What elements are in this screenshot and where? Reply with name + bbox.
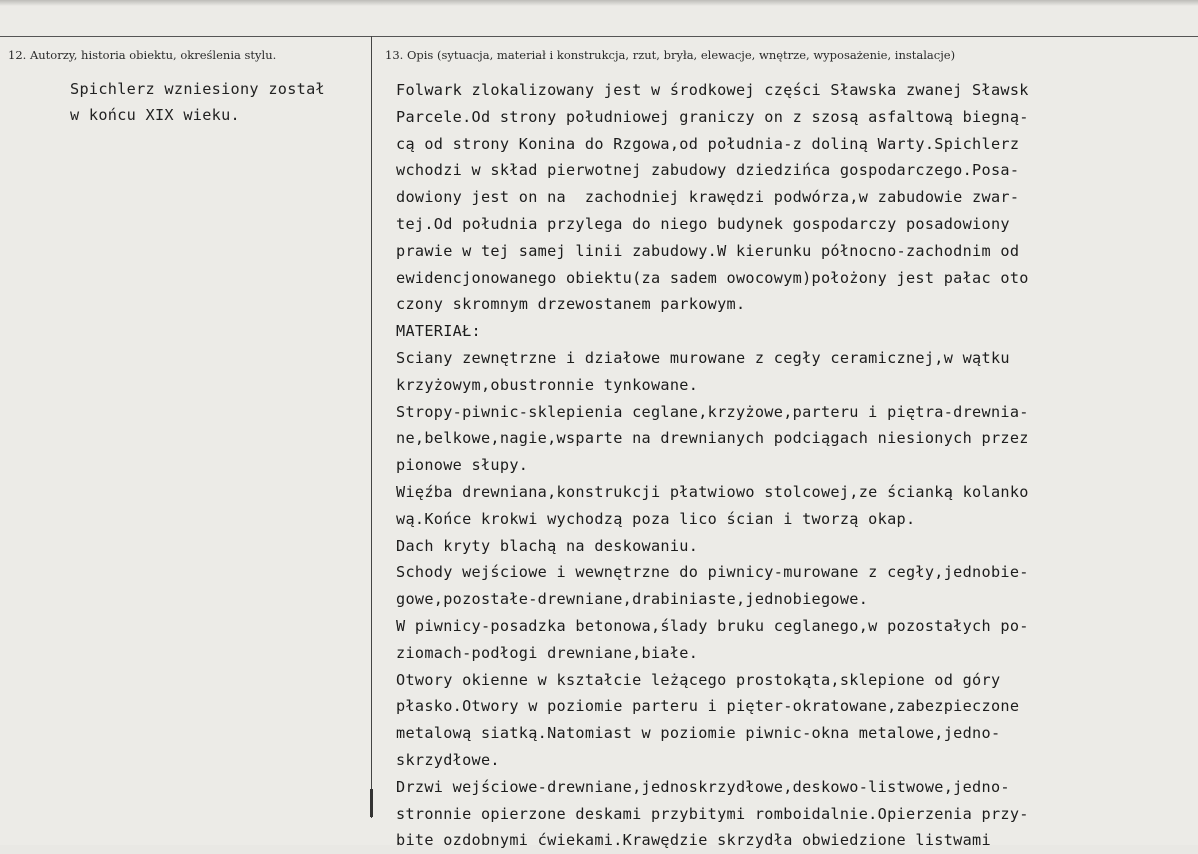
text-line: Stropy-piwnic-sklepienia ceglane,krzyżowe,parteru i piętra-drewnia-: [396, 402, 1029, 421]
text-line: gowe,pozostałe-drewniane,drabiniaste,jednobiegowe.: [396, 590, 869, 609]
text-line: prawie w tej samej linii zabudowy.W kierunku północno-zachodnim od: [396, 241, 1020, 260]
text-line: Sciany zewnętrzne i działowe murowane z cegły ceramicznej,w wątku: [396, 348, 1010, 367]
text-line: Spichlerz wzniesiony został: [70, 80, 325, 98]
text-line: stronnie opierzone deskami przybitymi romboidalnie.Opierzenia przy-: [396, 804, 1029, 823]
text-line: cą od strony Konina do Rzgowa,od południa-z doliną Warty.Spichlerz: [396, 134, 1020, 153]
text-line: płasko.Otwory w poziomie parteru i pięter-okratowane,zabezpieczone: [396, 697, 1020, 716]
text-line: ewidencjonowanego obiektu(za sadem owocowym)położony jest pałac oto: [396, 268, 1029, 287]
text-line: tej.Od południa przylega do niego budynek gospodarczy posadowiony: [396, 214, 1010, 233]
text-line: wą.Końce krokwi wychodzą poza lico ścian i tworzą okap.: [396, 509, 916, 528]
section-13-body: [396, 77, 1191, 854]
text-line: Drzwi wejściowe-drewniane,jednoskrzydłowe,deskowo-listwowe,jedno-: [396, 777, 1010, 796]
text-line: dowiony jest on na zachodniej krawędzi podwórza,w zabudowie zwar-: [396, 188, 1020, 207]
text-line: metalową siatką.Natomiast w poziomie piwnic-okna metalowe,jedno-: [396, 724, 1001, 743]
text-line: wchodzi w skład pierwotnej zabudowy dziedzińca gospodarczego.Posa-: [396, 161, 1020, 180]
text-line: W piwnicy-posadzka betonowa,ślady bruku ceglanego,w pozostałych po-: [396, 616, 1029, 635]
column-divider-mark: [370, 789, 373, 817]
text-line: Schody wejściowe i wewnętrzne do piwnicy-murowane z cegły,jednobie-: [396, 563, 1029, 582]
text-line: Folwark zlokalizowany jest w środkowej części Sławska zwanej Sławsk: [396, 81, 1029, 99]
text-line: ne,belkowe,nagie,wsparte na drewnianych podciągach niesionych przez: [396, 429, 1029, 448]
text-line: MATERIAŁ:: [396, 322, 481, 341]
text-line: Parcele.Od strony południowej graniczy on z szosą asfaltową biegną-: [396, 107, 1029, 126]
section-13-heading: 13. Opis (sytuacja, materiał i konstrukcja, rzut, bryła, elewacje, wnętrze, wyposażenie, instalacje): [385, 48, 956, 62]
section-12-body: [70, 76, 360, 128]
scan-edge: [0, 0, 1198, 6]
column-divider: [371, 36, 372, 818]
text-line: bite ozdobnymi ćwiekami.Krawędzie skrzydła obwiedzione listwami: [396, 831, 991, 850]
text-line: skrzydłowe.: [396, 750, 500, 769]
text-line: Dach kryty blachą na deskowaniu.: [396, 536, 699, 555]
section-12-heading: 12. Autorzy, historia obiektu, określenia stylu.: [8, 48, 277, 62]
header-rule: [0, 36, 1198, 37]
text-line: czony skromnym drzewostanem parkowym.: [396, 295, 746, 314]
text-line: Otwory okienne w kształcie leżącego prostokąta,sklepione od góry: [396, 670, 1001, 689]
text-line: krzyżowym,obustronnie tynkowane.: [396, 375, 699, 394]
text-line: pionowe słupy.: [396, 456, 529, 475]
text-line: ziomach-podłogi drewniane,białe.: [396, 643, 699, 662]
text-line: Więźba drewniana,konstrukcji płatwiowo stolcowej,ze ścianką kolanko: [396, 482, 1029, 501]
text-line: w końcu XIX wieku.: [70, 106, 240, 124]
